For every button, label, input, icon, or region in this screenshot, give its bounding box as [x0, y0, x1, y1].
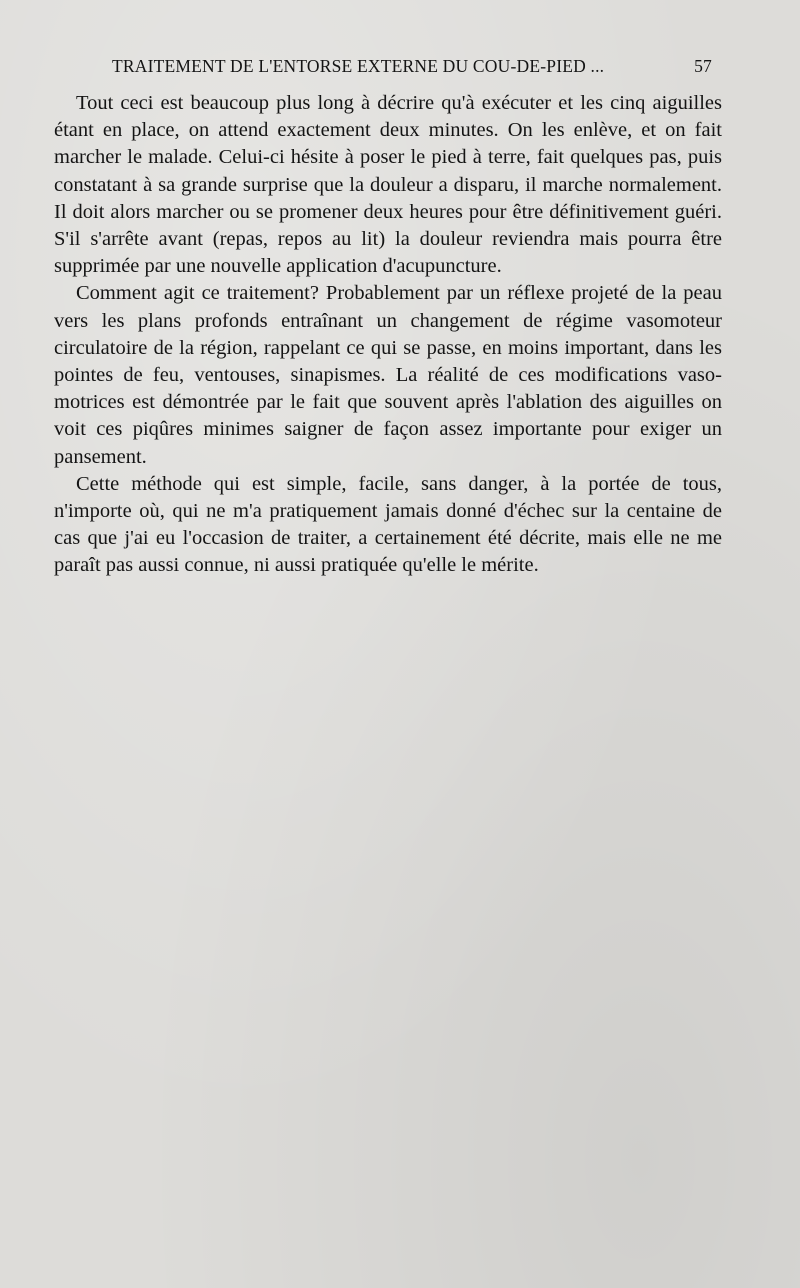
running-header	[112, 56, 712, 82]
body-text	[54, 90, 722, 580]
page-number: 57	[694, 56, 712, 76]
running-title: TRAITEMENT DE L'ENTORSE EXTERNE DU COU-DE-PIED ...	[112, 56, 605, 76]
paragraph: Cette méthode qui est simple, facile, sans danger, à la portée de tous, n'importe où, qui ne m'a pratiquement jamais donné d'échec sur la centaine de cas que j'ai eu l'occasion de traiter, a certainement été décrite, mais elle ne me paraît pas aussi connue, ni aussi pratiquée qu'elle le mérite.	[54, 472, 722, 577]
paragraph: Tout ceci est beaucoup plus long à décrire qu'à exécuter et les cinq aiguilles étant en place, on attend exactement deux minutes. On les enlève, et on fait marcher le malade. Celui-ci hésite à poser le pied à terre, fait quelques pas, puis constatant à sa grande surprise que la douleur a disparu, il marche normalement. Il doit alors marcher ou se promener deux heures pour être définitivement guéri. S'il s'arrête avant (repas, repos au lit) la douleur reviendra mais pourra être supprimée par une nouvelle application d'acupuncture.	[54, 92, 722, 278]
paragraph: Comment agit ce traitement? Probablement par un réflexe projeté de la peau vers les plans profonds entraînant un changement de régime vasomoteur circulatoire de la région, rappelant ce qui se passe, en moins important, dans les pointes de feu, ventouses, sinapismes. La réalité de ces modifications vaso-motrices est démontrée par le fait que souvent après l'ablation des aiguilles on voit ces piqûres minimes saigner de façon assez importante pour exiger un pansement.	[54, 282, 722, 468]
